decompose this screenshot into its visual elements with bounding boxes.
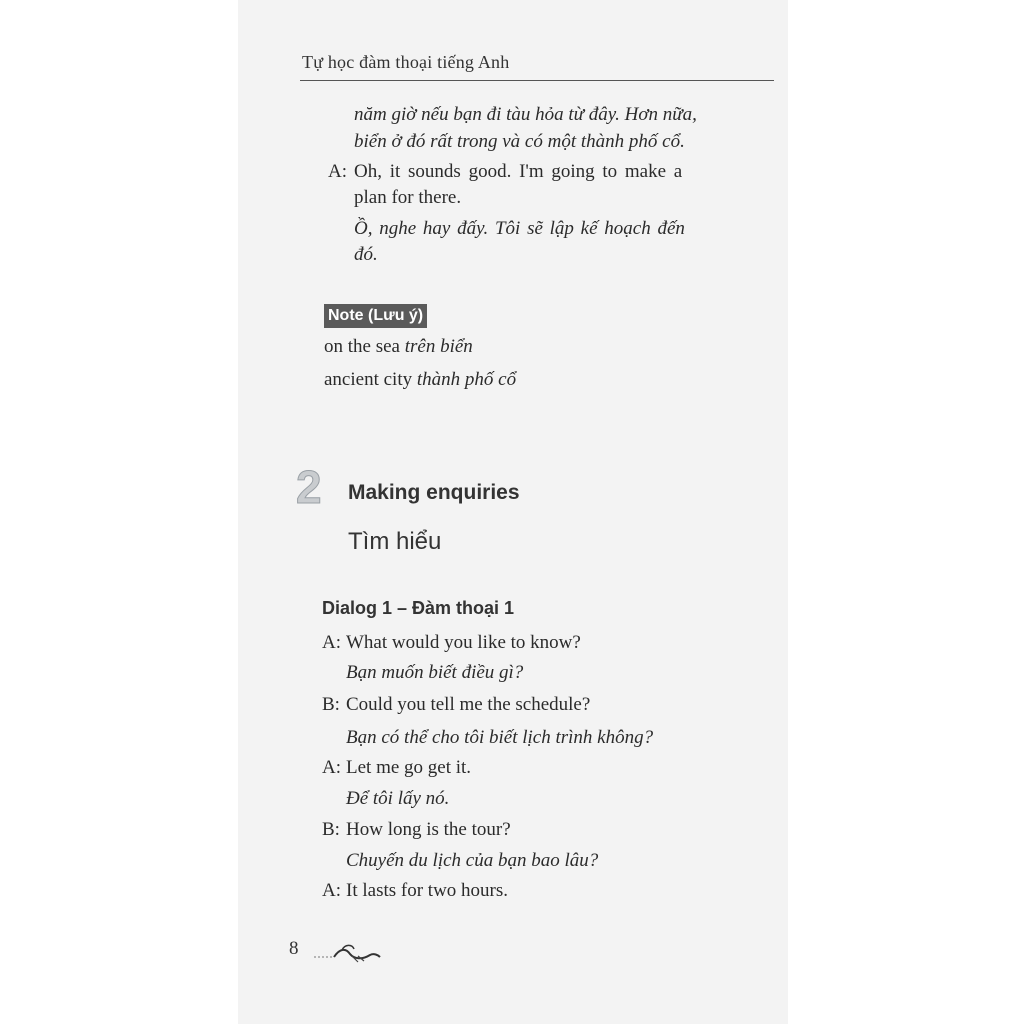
speaker-label: A: <box>328 161 347 182</box>
dialog-line-vi: Bạn có thể cho tôi biết lịch trình không? <box>346 727 654 748</box>
speaker-label: B: <box>322 694 340 715</box>
note-item-vi: trên biển <box>404 336 473 357</box>
speaker-label: B: <box>322 819 340 840</box>
running-header: Tự học đàm thoại tiếng Anh <box>302 52 510 72</box>
note-item-en: on the sea <box>324 336 400 357</box>
section-subtitle: Tìm hiểu <box>348 528 442 555</box>
dialog-line-en: Oh, it sounds good. I'm going to make a <box>354 161 683 182</box>
vi-continuation-line: năm giờ nếu bạn đi tàu hỏa từ đây. Hơn nữa, <box>354 104 697 125</box>
dialog-line-en: What would you like to know? <box>346 632 581 653</box>
page-number: 8 <box>289 938 299 959</box>
speaker-label: A: <box>322 880 341 901</box>
note-item <box>324 367 516 393</box>
dialog-line-en: Could you tell me the schedule? <box>346 694 591 715</box>
note-item-en: ancient city <box>324 369 413 390</box>
note-item-vi: thành phố cổ <box>416 369 517 390</box>
dialog-title: Dialog 1 – Đàm thoại 1 <box>322 598 515 618</box>
flourish-ornament-icon <box>312 938 382 964</box>
dialog-line-en: It lasts for two hours. <box>346 880 509 901</box>
dialog-line-en: Let me go get it. <box>346 757 472 778</box>
section-number: 2 <box>296 461 322 513</box>
header-rule <box>300 80 774 81</box>
dialog-line-vi: đó. <box>354 244 378 265</box>
dialog-line-vi: Để tôi lấy nó. <box>346 788 450 809</box>
section-title: Making enquiries <box>348 481 520 504</box>
speaker-label: A: <box>322 632 341 653</box>
dialog-line-en: plan for there. <box>354 187 462 208</box>
speaker-label: A: <box>322 757 341 778</box>
dialog-line-vi: Bạn muốn biết điều gì? <box>346 662 524 683</box>
note-label: Note (Lưu ý) <box>324 304 427 328</box>
dialog-line-en: How long is the tour? <box>346 819 511 840</box>
note-item <box>324 334 473 360</box>
dialog-line-vi: Chuyến du lịch của bạn bao lâu? <box>346 850 599 871</box>
vi-continuation-line: biển ở đó rất trong và có một thành phố cổ. <box>354 131 685 152</box>
dialog-line-vi: Ồ, nghe hay đấy. Tôi sẽ lập kế hoạch đến <box>354 218 685 239</box>
